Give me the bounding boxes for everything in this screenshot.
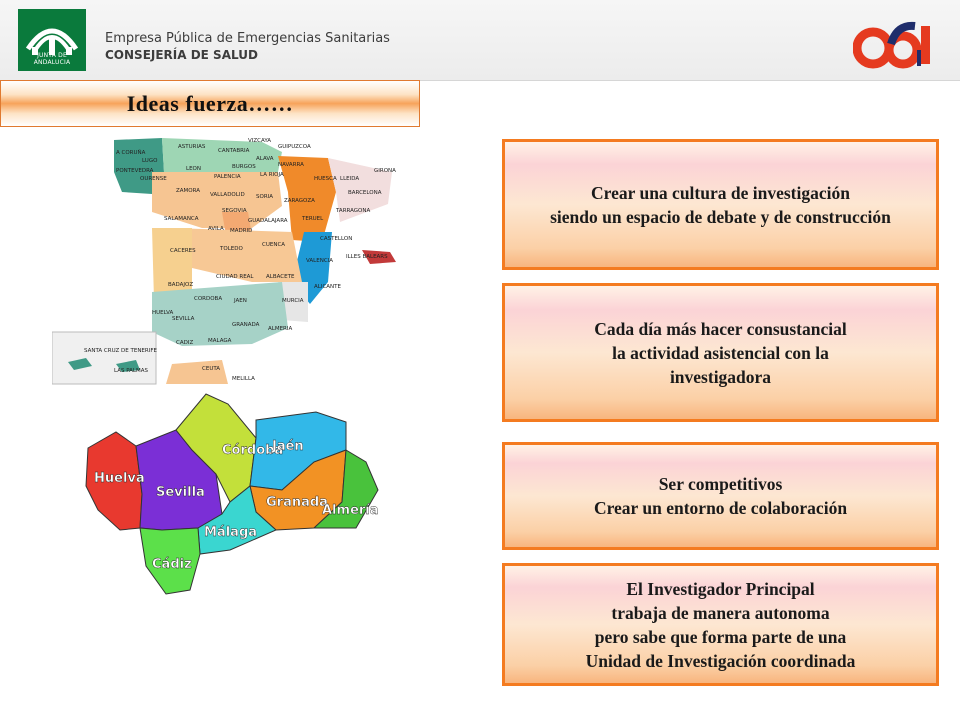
map-label: CADIZ xyxy=(176,340,194,346)
map-label: ALBACETE xyxy=(266,274,295,280)
map-label: PONTEVEDRA xyxy=(116,168,154,174)
card-line: trabaja de manera autonoma xyxy=(611,602,830,623)
slide-title-box xyxy=(0,80,420,127)
card-line: Crear un entorno de colaboración xyxy=(593,498,848,518)
map-label: ALMERIA xyxy=(268,326,293,332)
map-label: ALAVA xyxy=(256,156,274,162)
map-label: ZARAGOZA xyxy=(284,198,315,204)
map-label: TARRAGONA xyxy=(336,208,371,214)
map-label: CORDOBA xyxy=(194,296,223,302)
card-line: El Investigador Principal xyxy=(626,578,815,599)
slide-title: Ideas fuerza…… xyxy=(126,90,294,116)
idea-card-principal-investigator xyxy=(502,563,939,686)
map-label: GUIPUZCOA xyxy=(278,144,311,150)
map-label: GRANADA xyxy=(232,322,260,328)
map-label: LUGO xyxy=(142,158,158,164)
map-label: LAS PALMAS xyxy=(114,368,148,374)
map-label: BURGOS xyxy=(232,164,256,170)
province-label-almeria: Almería xyxy=(322,503,379,518)
map-label: MALAGA xyxy=(208,338,232,344)
map-label: LLEIDA xyxy=(340,176,360,182)
province-label-granada: Granada xyxy=(266,495,328,510)
card-line: Unidad de Investigación coordinada xyxy=(585,650,856,671)
map-label: SORIA xyxy=(256,194,274,200)
idea-card-competitive xyxy=(502,442,939,550)
map-label: MURCIA xyxy=(282,298,304,304)
province-label-malaga: Málaga xyxy=(204,525,258,540)
map-label: ZAMORA xyxy=(176,188,200,194)
map-label: TOLEDO xyxy=(220,246,243,252)
map-canary-inset xyxy=(52,332,156,384)
map-label: BADAJOZ xyxy=(168,282,194,288)
map-label: CEUTA xyxy=(202,366,221,372)
province-label-sevilla: Sevilla xyxy=(156,485,205,500)
organization-name: Empresa Pública de Emergencias Sanitarias xyxy=(105,31,390,46)
map-label: LA RIOJA xyxy=(260,172,284,178)
map-label: VIZCAYA xyxy=(248,138,272,144)
department-name: CONSEJERÍA DE SALUD xyxy=(105,48,258,62)
map-label: TERUEL xyxy=(302,216,324,222)
card-line: Crear una cultura de investigación xyxy=(591,182,850,203)
map-label: SEVILLA xyxy=(172,316,195,322)
junta-caption: JUNTA DE ANDALUCIA xyxy=(33,52,71,66)
junta-de-andalucia-logo xyxy=(18,9,86,71)
idea-card-research-culture xyxy=(502,139,939,270)
map-label: CANTABRIA xyxy=(218,148,250,154)
card-line: siendo un espacio de debate y de construcción xyxy=(550,206,891,227)
province-label-cadiz: Cádiz xyxy=(152,557,192,572)
map-label: SEGOVIA xyxy=(222,208,247,214)
card-line: Ser competitivos xyxy=(658,474,783,494)
map-label: CUENCA xyxy=(262,242,286,248)
map-label: CASTELLON xyxy=(320,236,353,242)
card-line: investigadora xyxy=(669,366,772,387)
province-label-cordoba: Córdoba xyxy=(222,443,284,458)
map-label: HUESCA xyxy=(314,176,337,182)
map-label: ALICANTE xyxy=(314,284,342,290)
map-label: AVILA xyxy=(208,226,224,232)
map-label: JAEN xyxy=(234,298,247,304)
header-bar xyxy=(0,0,960,81)
province-label-huelva: Huelva xyxy=(94,471,145,486)
province-label-jaen: Jaén xyxy=(272,439,304,454)
map-label: GUADALAJARA xyxy=(248,218,288,224)
map-label: GIRONA xyxy=(374,168,396,174)
map-label: LEON xyxy=(186,166,201,172)
andalucia-provinces-map xyxy=(80,390,384,600)
map-label: BARCELONA xyxy=(348,190,382,196)
card-line: pero sabe que forma parte de una xyxy=(594,626,847,647)
map-label: MADRID xyxy=(230,228,253,234)
map-label: SALAMANCA xyxy=(164,216,199,222)
card-line: Cada día más hacer consustancial xyxy=(594,318,847,339)
map-label: SANTA CRUZ DE TENERIFE xyxy=(84,348,157,354)
map-label: VALLADOLID xyxy=(210,192,245,198)
map-label: ASTURIAS xyxy=(178,144,206,150)
map-region-ceuta xyxy=(166,360,228,384)
map-label: MELILLA xyxy=(232,376,255,382)
map-label: CACERES xyxy=(170,248,196,254)
map-label: NAVARRA xyxy=(278,162,304,168)
061-logo-icon xyxy=(853,20,938,72)
map-label: HUELVA xyxy=(152,310,174,316)
map-label: A CORUÑA xyxy=(116,150,146,156)
map-label: OURENSE xyxy=(140,176,167,182)
map-label: VALENCIA xyxy=(306,258,334,264)
map-label: CIUDAD REAL xyxy=(216,274,254,280)
card-line: la actividad asistencial con la xyxy=(612,342,829,363)
map-label: ILLES BALEARS xyxy=(346,254,388,260)
idea-card-care-research xyxy=(502,283,939,422)
map-label: PALENCIA xyxy=(214,174,241,180)
spain-regions-map xyxy=(52,132,404,388)
